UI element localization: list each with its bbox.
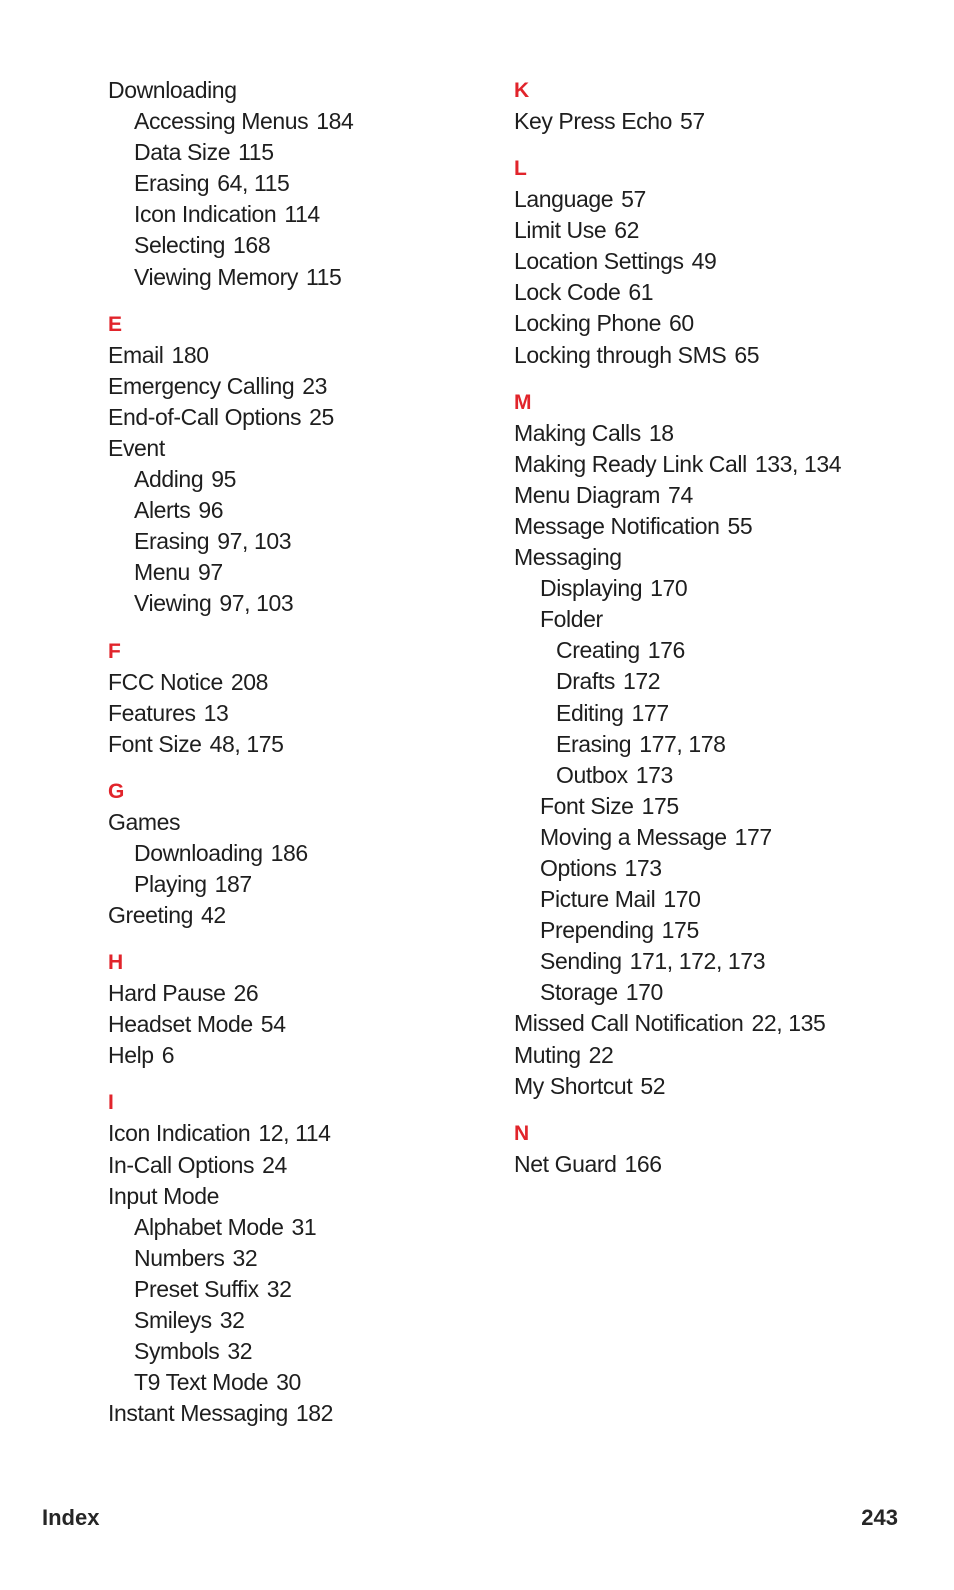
index-term: Folder (540, 606, 603, 633)
index-subentry (108, 1367, 498, 1398)
index-term: Viewing Memory (134, 263, 298, 290)
index-entry (108, 1150, 498, 1181)
index-entry (514, 542, 934, 573)
index-term: FCC Notice (108, 668, 223, 695)
index-term: Storage (540, 979, 618, 1006)
index-page-refs: 176 (647, 637, 685, 664)
index-page-refs: 171, 172, 173 (629, 948, 766, 975)
index-subentry (108, 869, 498, 900)
index-term: Muting (514, 1041, 581, 1068)
index-page-refs: 186 (270, 839, 308, 866)
index-term: Adding (134, 466, 204, 493)
index-term: Making Calls (514, 419, 641, 446)
index-entry (514, 1149, 934, 1180)
index-page-refs: 31 (291, 1213, 317, 1240)
index-term: Outbox (556, 761, 628, 788)
index-term: Greeting (108, 902, 194, 929)
index-term: Lock Code (514, 279, 621, 306)
index-term: Picture Mail (540, 886, 656, 913)
index-subentry (108, 588, 498, 619)
index-term: Numbers (134, 1244, 225, 1271)
index-term: Icon Indication (108, 1120, 251, 1147)
index-subentry (108, 168, 498, 199)
index-term: Prepending (540, 917, 654, 944)
index-letter-heading: L (514, 157, 527, 181)
index-term: Help (108, 1042, 154, 1069)
index-subentry (108, 526, 498, 557)
index-entry (514, 418, 934, 449)
index-term: Sending (540, 948, 622, 975)
index-entry (108, 1009, 498, 1040)
index-page-refs: 52 (640, 1072, 666, 1099)
index-page-refs: 32 (227, 1338, 253, 1365)
index-entry (108, 807, 498, 838)
index-entry (108, 1398, 498, 1429)
index-page-refs: 54 (260, 1011, 286, 1038)
index-page-refs: 115 (238, 139, 274, 166)
index-subentry (514, 698, 934, 729)
index-page-refs: 12, 114 (258, 1120, 331, 1147)
index-subentry (514, 884, 934, 915)
index-page-refs: 208 (230, 668, 269, 695)
index-term: Headset Mode (108, 1011, 253, 1038)
index-entry (514, 184, 934, 215)
index-page-refs: 60 (668, 310, 694, 337)
index-page-refs: 180 (171, 341, 209, 368)
index-page-refs: 18 (648, 419, 674, 446)
index-page-refs: 74 (668, 481, 693, 508)
index-subentry (514, 977, 934, 1008)
index-page-refs: 172 (622, 668, 661, 695)
index-term: Messaging (514, 544, 622, 571)
index-page-refs: 166 (624, 1150, 662, 1177)
index-entry (514, 1008, 934, 1039)
index-entry (514, 511, 934, 542)
index-subentry (108, 1336, 498, 1367)
index-page-refs: 49 (691, 248, 717, 275)
index-letter-heading: F (108, 639, 121, 663)
index-subentry (514, 635, 934, 666)
index-page-refs: 42 (201, 902, 226, 929)
index-page-refs: 32 (219, 1307, 245, 1333)
index-subentry (514, 760, 934, 791)
index-letter-heading: M (514, 390, 532, 414)
index-term: Instant Messaging (108, 1400, 288, 1427)
index-letter-heading: H (108, 951, 124, 975)
index-page-refs: 168 (233, 232, 271, 259)
index-subentry (108, 1305, 498, 1336)
index-term: Emergency Calling (108, 372, 295, 399)
index-page-refs: 133, 134 (754, 450, 842, 477)
index-page-refs: 30 (276, 1369, 301, 1396)
index-entry (108, 978, 498, 1009)
index-entry (108, 75, 498, 106)
index-column-right (514, 75, 934, 1180)
index-term: Menu (134, 559, 190, 586)
index-term: Moving a Message (540, 823, 727, 850)
index-term: Limit Use (514, 217, 607, 244)
index-term: Font Size (108, 730, 202, 757)
page-number: 243 (861, 1505, 898, 1530)
index-page-refs: 64, 115 (217, 170, 290, 197)
index-page-refs: 175 (661, 917, 699, 944)
index-subentry (108, 230, 498, 261)
index-letter-heading: E (108, 312, 123, 336)
index-subentry (514, 729, 934, 760)
index-entry (514, 308, 934, 339)
index-term: Key Press Echo (514, 108, 673, 134)
index-term: Erasing (134, 170, 210, 197)
index-page-refs: 23 (302, 372, 328, 399)
index-term: My Shortcut (514, 1072, 633, 1099)
index-page-refs: 175 (641, 792, 679, 819)
index-subentry (108, 106, 498, 137)
index-letter-heading: K (514, 79, 530, 102)
index-term: Games (108, 808, 181, 835)
index-term: Location Settings (514, 248, 684, 275)
index-subentry (514, 946, 934, 977)
index-entry (108, 729, 498, 760)
index-term: Symbols (134, 1338, 220, 1365)
index-column-left (108, 75, 498, 1429)
index-entry (108, 340, 498, 371)
index-entry (514, 1071, 934, 1102)
index-term: Making Ready Link Call (514, 450, 747, 477)
index-page-refs: 115 (305, 263, 342, 290)
index-term: Editing (556, 699, 624, 726)
index-term: Language (514, 186, 614, 213)
index-term: Accessing Menus (134, 108, 309, 135)
index-term: Preset Suffix (134, 1275, 259, 1302)
index-term: Net Guard (514, 1150, 617, 1177)
index-page-refs: 95 (211, 466, 237, 493)
index-page-refs: 24 (262, 1151, 287, 1178)
index-entry (514, 106, 934, 137)
index-entry (108, 667, 498, 698)
index-page-refs: 170 (625, 979, 663, 1006)
index-entry (514, 277, 934, 308)
index-subentry (108, 557, 498, 588)
index-term: Features (108, 699, 196, 726)
index-entry (108, 900, 498, 931)
index-term: Event (108, 434, 165, 461)
index-term: Input Mode (108, 1182, 220, 1209)
index-subentry (108, 1212, 498, 1243)
index-page-refs: 184 (316, 108, 354, 135)
index-term: T9 Text Mode (134, 1369, 269, 1396)
index-page-refs: 97, 103 (217, 528, 292, 555)
index-term: Email (108, 341, 164, 368)
index-subentry (108, 137, 498, 168)
index-page-refs: 55 (727, 512, 753, 539)
index-subentry (514, 666, 934, 697)
index-page-refs: 32 (232, 1244, 258, 1271)
index-term: Options (540, 854, 617, 881)
index-page-refs: 22, 135 (751, 1010, 826, 1037)
index-entry (514, 480, 934, 511)
index-page-refs: 13 (203, 699, 229, 726)
index-subentry (514, 604, 934, 635)
index-page-refs: 114 (284, 201, 320, 228)
index-term: Downloading (134, 839, 263, 866)
index-term: Missed Call Notification (514, 1010, 744, 1037)
index-term: Icon Indication (134, 201, 277, 228)
index-page-refs: 61 (628, 279, 654, 306)
index-entry (514, 449, 934, 480)
index-page-refs: 177 (734, 823, 772, 850)
index-page-refs: 170 (663, 886, 701, 913)
index-entry (514, 215, 934, 246)
index-entry (514, 246, 934, 277)
index-page-refs: 97 (197, 559, 223, 586)
index-term: Erasing (134, 528, 210, 555)
index-page-refs: 57 (680, 108, 705, 134)
index-subentry (108, 262, 498, 293)
index-page-refs: 173 (635, 761, 673, 788)
index-entry (108, 1181, 498, 1212)
index-term: Hard Pause (108, 980, 226, 1007)
index-letter-heading: N (514, 1121, 530, 1145)
index-subentry (108, 838, 498, 869)
index-term: Font Size (540, 792, 634, 819)
index-term: Locking Phone (514, 310, 661, 337)
index-subentry (108, 1243, 498, 1274)
index-term: Message Notification (514, 512, 720, 539)
index-page-refs: 6 (161, 1042, 175, 1069)
index-subentry (108, 464, 498, 495)
index-entry (108, 1118, 498, 1149)
index-term: Downloading (108, 77, 237, 103)
index-entry (108, 1040, 498, 1071)
index-term: Alerts (134, 497, 191, 524)
index-term: Drafts (556, 668, 615, 695)
index-entry (108, 433, 498, 464)
index-page-refs: 65 (734, 341, 760, 368)
index-entry (108, 371, 498, 402)
footer-section-title: Index (42, 1505, 100, 1530)
index-page-refs: 182 (295, 1400, 334, 1427)
index-term: Viewing (134, 590, 212, 617)
index-term: Selecting (134, 232, 226, 259)
index-subentry (514, 915, 934, 946)
index-term: Locking through SMS (514, 341, 727, 368)
index-page-refs: 96 (198, 497, 224, 524)
index-page-refs: 187 (214, 870, 252, 897)
index-page-refs: 32 (266, 1275, 292, 1302)
index-term: Creating (556, 637, 640, 664)
index-subentry (108, 495, 498, 526)
index-subentry (108, 199, 498, 230)
index-page-refs: 97, 103 (219, 590, 294, 617)
index-page-refs: 26 (233, 980, 259, 1007)
index-term: End-of-Call Options (108, 403, 302, 430)
index-letter-heading: I (108, 1091, 114, 1115)
index-subentry (514, 853, 934, 884)
index-page-refs: 57 (621, 186, 646, 213)
index-term: Menu Diagram (514, 481, 661, 508)
index-entry (108, 402, 498, 433)
index-term: Alphabet Mode (134, 1213, 284, 1240)
index-term: Erasing (556, 730, 632, 757)
index-subentry (514, 791, 934, 822)
index-page-refs: 173 (624, 854, 662, 881)
index-page-refs: 62 (614, 217, 640, 244)
index-entry (108, 698, 498, 729)
index-term: In-Call Options (108, 1151, 255, 1178)
index-entry (514, 1040, 934, 1071)
index-subentry (514, 573, 934, 604)
index-term: Smileys (134, 1307, 212, 1333)
index-subentry (514, 822, 934, 853)
index-term: Displaying (540, 575, 643, 602)
index-page-refs: 25 (309, 403, 334, 430)
index-page-refs: 177, 178 (639, 730, 726, 757)
index-page-refs: 48, 175 (209, 730, 284, 757)
index-term: Playing (134, 870, 207, 897)
index-page-refs: 170 (650, 575, 688, 602)
index-term: Data Size (134, 139, 231, 166)
index-page-refs: 22 (588, 1041, 614, 1068)
index-page-refs: 177 (631, 699, 669, 726)
index-subentry (108, 1274, 498, 1305)
index-letter-heading: G (108, 779, 125, 803)
index-entry (514, 340, 934, 371)
